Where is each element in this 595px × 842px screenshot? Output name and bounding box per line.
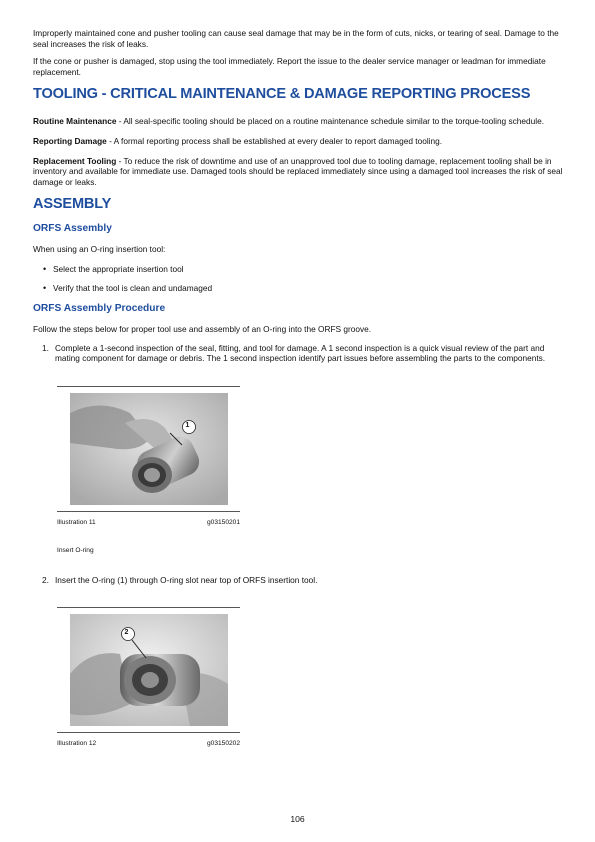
step-number: 2.: [42, 574, 49, 585]
photo-insertion-tool: [70, 614, 228, 726]
steps-list: [33, 575, 565, 586]
definition-text: - A formal reporting process shall be established at every dealer to report damaged tooling.: [106, 135, 443, 146]
step-text: Complete a 1-second inspection of the seal, fitting, and tool for damage. A 1 second inspection is a quick visual review of the part and mating component for damage or debris. The 1 second inspection identify part issues before assembling the parts to the components.: [55, 342, 546, 364]
photo-insert-o-ring: [70, 393, 228, 505]
callout-number: 1: [185, 421, 190, 429]
orfs-assembly-heading: ORFS Assembly: [33, 223, 112, 235]
tooling-heading: TOOLING - CRITICAL MAINTENANCE & DAMAGE REPORTING PROCESS: [33, 86, 531, 103]
definition-term: Reporting Damage: [33, 135, 107, 146]
caption-row: [57, 519, 240, 527]
illustration-label: Illustration 12: [57, 739, 97, 747]
divider: [57, 607, 240, 608]
illustration-code: g03150202: [206, 739, 240, 747]
replacement-tooling-paragraph: [33, 156, 565, 188]
procedure-intro: Follow the steps below for proper tool use and assembly of an O-ring into the ORFS groove.: [33, 324, 372, 335]
step-text: Insert the O-ring (1) through O-ring slot near top of ORFS insertion tool.: [55, 574, 318, 585]
reporting-damage-paragraph: [33, 136, 565, 147]
page-number: 106: [290, 814, 305, 824]
step-item: [42, 342, 565, 364]
callout-number: 2: [124, 628, 129, 636]
illustration-label: Illustration 11: [57, 518, 96, 526]
illustration-caption: Insert O-ring: [57, 546, 94, 554]
figure-illustration-11: [57, 386, 240, 555]
definition-text: - All seal-specific tooling should be placed on a routine maintenance schedule similar to the torque-tooling schedule.: [116, 116, 544, 127]
definition-term: Replacement Tooling: [33, 155, 117, 166]
definition-term: Routine Maintenance: [33, 116, 117, 127]
procedure-heading: ORFS Assembly Procedure: [33, 303, 166, 315]
illustration-image: [70, 614, 228, 726]
figure-illustration-12: [57, 607, 240, 748]
routine-maintenance-paragraph: [33, 116, 565, 127]
definition-text: - To reduce the risk of downtime and use of an unapproved tool due to tooling damage, replacement tooling shall be in inventory and available for immediate use. Damaged tools should be replaced immediately since using a damaged tool increases the risk of seal damage or leaks.: [33, 155, 563, 187]
orfs-intro: When using an O-ring insertion tool:: [33, 244, 166, 255]
divider: [57, 511, 240, 512]
document-page: [33, 28, 565, 748]
list-item: • Verify that the tool is clean and undamaged: [47, 283, 565, 294]
steps-list: [33, 343, 565, 364]
step-item: [42, 574, 565, 586]
assembly-heading: ASSEMBLY: [33, 196, 112, 213]
divider: [57, 732, 240, 733]
illustration-image: [70, 393, 228, 505]
intro-paragraph-1: Improperly maintained cone and pusher tooling can cause seal damage that may be in the form of cuts, nicks, or tearing of seal. Damage to the seal increases the risk of leaks.: [33, 28, 559, 49]
divider: [57, 386, 240, 387]
list-item: • Select the appropriate insertion tool: [47, 264, 565, 275]
illustration-code: g03150201: [206, 518, 240, 526]
bullet-list: [33, 264, 565, 293]
caption-row: [57, 740, 240, 748]
intro-paragraph-2: If the cone or pusher is damaged, stop using the tool immediately. Report the issue to the dealer service manager or leadman for immediate replacement.: [33, 56, 546, 77]
step-number: 1.: [42, 342, 49, 353]
